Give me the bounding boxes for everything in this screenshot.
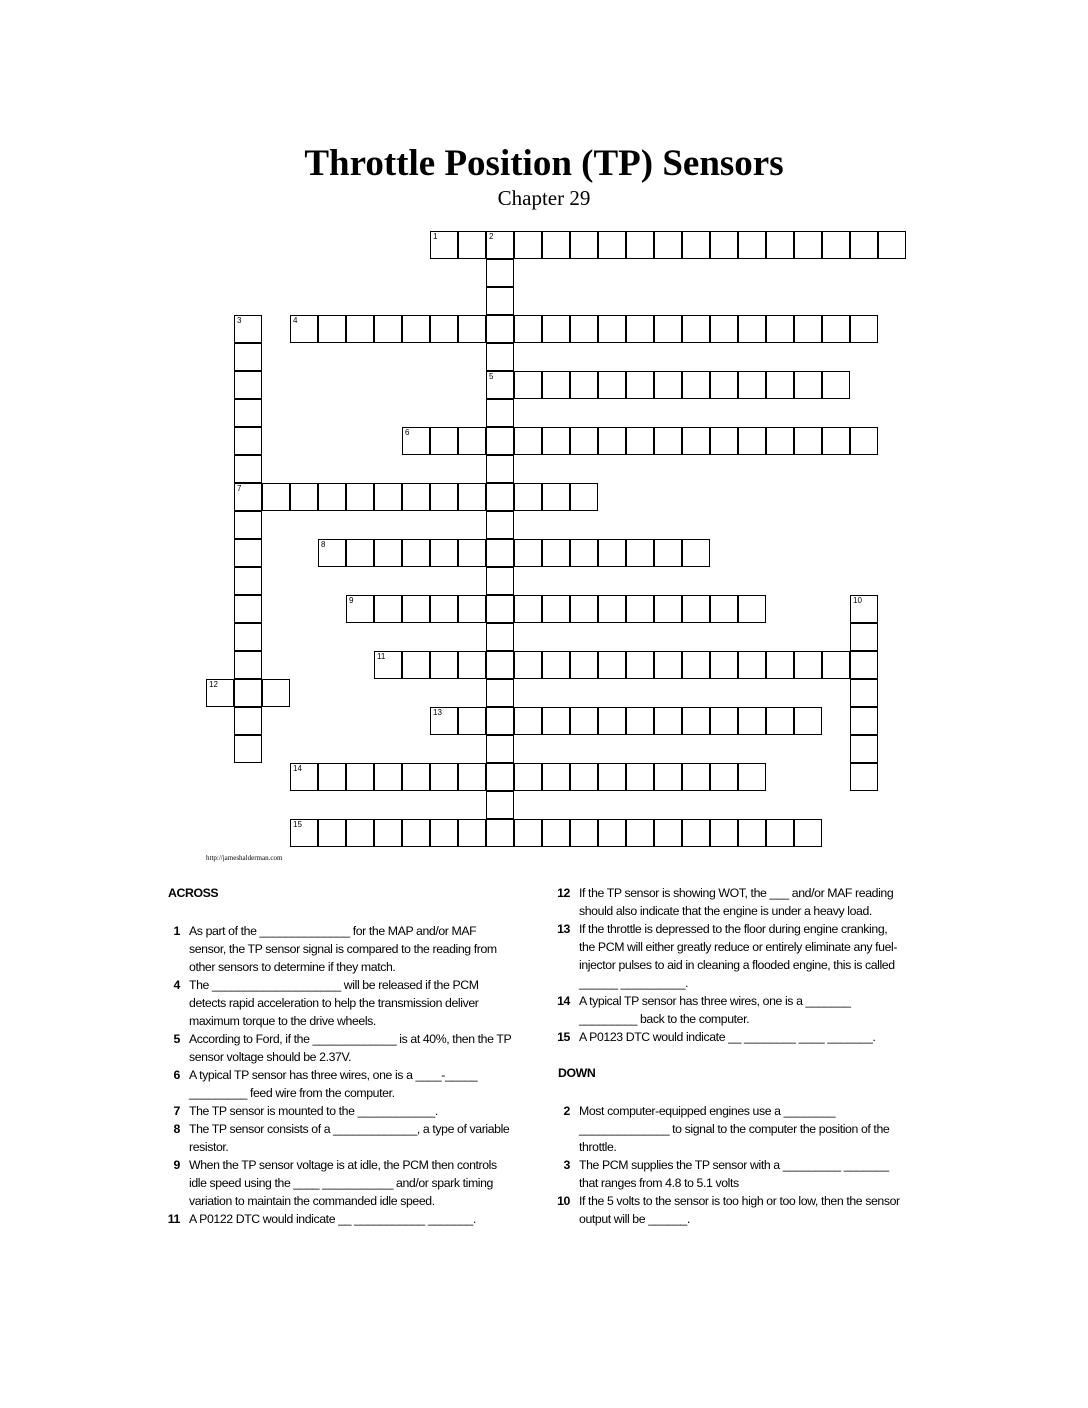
clue-text: When the TP sensor voltage is at idle, the PCM then controls idle speed using the ____ ___________ and/or spark timing variation to maintain the commanded idle speed.	[189, 1158, 497, 1208]
clue-text: According to Ford, if the _____________ is at 40%, then the TP sensor voltage should be 2.37V.	[189, 1032, 512, 1064]
grid-cell[interactable]	[598, 595, 626, 623]
grid-cell[interactable]	[402, 819, 430, 847]
grid-cell[interactable]	[486, 707, 514, 735]
grid-cell[interactable]	[850, 735, 878, 763]
grid-cell[interactable]	[794, 427, 822, 455]
grid-cell[interactable]	[402, 427, 430, 455]
grid-cell[interactable]	[850, 427, 878, 455]
grid-cell[interactable]	[262, 483, 290, 511]
grid-cell[interactable]	[598, 315, 626, 343]
grid-cell[interactable]	[458, 483, 486, 511]
grid-cell[interactable]	[710, 651, 738, 679]
clue-across-8	[160, 1120, 516, 1156]
grid-cell[interactable]	[766, 315, 794, 343]
grid-cell[interactable]	[234, 707, 262, 735]
grid-cell[interactable]	[514, 371, 542, 399]
grid-cell[interactable]	[514, 763, 542, 791]
grid-cell[interactable]	[234, 427, 262, 455]
clue-text: The PCM supplies the TP sensor with a _________ _______ that ranges from 4.8 to 5.1 volts	[579, 1158, 889, 1190]
grid-cell[interactable]	[430, 483, 458, 511]
grid-cell[interactable]	[710, 707, 738, 735]
clue-down-2	[550, 1102, 900, 1156]
grid-cell[interactable]	[654, 231, 682, 259]
grid-cell[interactable]	[766, 707, 794, 735]
clue-text: Most computer-equipped engines use a ________ ______________ to signal to the computer the position of the throttle.	[579, 1104, 890, 1154]
grid-cell[interactable]	[682, 539, 710, 567]
grid-cell[interactable]	[290, 483, 318, 511]
grid-cell[interactable]	[234, 399, 262, 427]
grid-cell[interactable]	[486, 539, 514, 567]
grid-cell[interactable]	[570, 427, 598, 455]
grid-cell[interactable]	[486, 231, 514, 259]
grid-cell[interactable]	[710, 371, 738, 399]
grid-cell[interactable]	[626, 763, 654, 791]
grid-cell[interactable]	[682, 819, 710, 847]
grid-cell[interactable]	[738, 651, 766, 679]
clue-number-label: 14	[557, 994, 570, 1008]
page-subtitle: Chapter 29	[497, 186, 591, 210]
clue-number-label: 15	[557, 1030, 570, 1044]
grid-cell[interactable]	[682, 595, 710, 623]
grid-cell[interactable]	[654, 315, 682, 343]
clue-number: 6	[405, 428, 410, 437]
grid-cell[interactable]	[542, 819, 570, 847]
grid-cell[interactable]	[486, 399, 514, 427]
grid-cell[interactable]	[402, 315, 430, 343]
grid-cell[interactable]	[430, 707, 458, 735]
grid-cell[interactable]	[542, 371, 570, 399]
grid-cell[interactable]	[234, 539, 262, 567]
grid-cell[interactable]	[570, 595, 598, 623]
grid-cell[interactable]	[570, 483, 598, 511]
grid-cell[interactable]	[262, 679, 290, 707]
clue-number-label: 1	[173, 924, 180, 938]
grid-cell[interactable]	[542, 763, 570, 791]
grid-cell[interactable]	[346, 315, 374, 343]
grid-cell[interactable]	[542, 483, 570, 511]
grid-cell[interactable]	[514, 651, 542, 679]
clue-across-5	[160, 1030, 516, 1066]
grid-cell[interactable]	[710, 595, 738, 623]
grid-cell[interactable]	[850, 315, 878, 343]
grid-cell[interactable]	[234, 679, 262, 707]
grid-cell[interactable]	[514, 427, 542, 455]
grid-cell[interactable]	[570, 651, 598, 679]
grid-cell[interactable]	[766, 427, 794, 455]
grid-cell[interactable]	[682, 231, 710, 259]
clue-number: 13	[433, 708, 442, 717]
grid-cell[interactable]	[738, 819, 766, 847]
clue-number: 12	[209, 680, 218, 689]
grid-cell[interactable]	[374, 483, 402, 511]
grid-cell[interactable]	[766, 231, 794, 259]
grid-cell[interactable]	[570, 315, 598, 343]
grid-cell[interactable]	[598, 427, 626, 455]
grid-cell[interactable]	[402, 539, 430, 567]
grid-cell[interactable]	[850, 651, 878, 679]
grid-cell[interactable]	[206, 679, 234, 707]
grid-cell[interactable]	[822, 231, 850, 259]
grid-cell[interactable]	[850, 623, 878, 651]
grid-cell[interactable]	[290, 315, 318, 343]
clue-number-label: 7	[173, 1104, 180, 1118]
clue-across-6	[160, 1066, 516, 1102]
grid-cell[interactable]	[794, 651, 822, 679]
grid-cell[interactable]	[486, 483, 514, 511]
grid-cell[interactable]	[346, 763, 374, 791]
grid-cell[interactable]	[514, 819, 542, 847]
grid-cell[interactable]	[458, 707, 486, 735]
clue-text: The TP sensor consists of a _____________, a type of variable resistor.	[189, 1122, 510, 1154]
grid-cell[interactable]	[794, 371, 822, 399]
grid-cell[interactable]	[430, 539, 458, 567]
across-clue-list	[160, 922, 516, 1228]
clues-right-column	[550, 884, 900, 1228]
grid-cell[interactable]	[486, 259, 514, 287]
grid-cell[interactable]	[346, 595, 374, 623]
grid-cell[interactable]	[542, 595, 570, 623]
grid-cell[interactable]	[318, 539, 346, 567]
clue-across-12	[550, 884, 900, 920]
grid-cell[interactable]	[710, 315, 738, 343]
grid-cell[interactable]	[570, 371, 598, 399]
grid-cell[interactable]	[318, 483, 346, 511]
grid-cell[interactable]	[402, 595, 430, 623]
grid-cell[interactable]	[570, 539, 598, 567]
grid-cell[interactable]	[654, 371, 682, 399]
grid-cell[interactable]	[458, 651, 486, 679]
grid-cell[interactable]	[486, 735, 514, 763]
clue-across-7	[160, 1102, 516, 1120]
grid-cell[interactable]	[794, 231, 822, 259]
clue-number-label: 8	[173, 1122, 180, 1136]
grid-cell[interactable]	[402, 483, 430, 511]
clue-number: 7	[237, 484, 242, 493]
grid-cell[interactable]	[542, 231, 570, 259]
grid-cell[interactable]	[318, 315, 346, 343]
grid-cell[interactable]	[486, 511, 514, 539]
grid-cell[interactable]	[626, 651, 654, 679]
grid-cell[interactable]	[430, 595, 458, 623]
grid-cell[interactable]	[570, 231, 598, 259]
clue-number-label: 5	[173, 1032, 180, 1046]
clue-across-9	[160, 1156, 516, 1210]
clue-number: 3	[237, 316, 242, 325]
clue-across-14	[550, 992, 900, 1028]
grid-cell[interactable]	[598, 371, 626, 399]
clues-left-column	[160, 884, 516, 1228]
grid-cell[interactable]	[710, 819, 738, 847]
grid-cell[interactable]	[626, 707, 654, 735]
grid-cell[interactable]	[234, 623, 262, 651]
grid-cell[interactable]	[486, 455, 514, 483]
grid-cell[interactable]	[374, 595, 402, 623]
grid-cell[interactable]	[626, 315, 654, 343]
grid-cell[interactable]	[318, 819, 346, 847]
grid-cell[interactable]	[486, 567, 514, 595]
grid-cell[interactable]	[654, 427, 682, 455]
grid-cell[interactable]	[654, 651, 682, 679]
grid-cell[interactable]	[878, 231, 906, 259]
clue-text: As part of the ______________ for the MAP and/or MAF sensor, the TP sensor signal is compared to the reading from other sensors to determine if they match.	[189, 924, 497, 974]
grid-cell[interactable]	[542, 707, 570, 735]
clue-text: A P0122 DTC would indicate __ ___________ _______.	[189, 1212, 476, 1226]
grid-cell[interactable]	[430, 231, 458, 259]
clue-number-label: 2	[563, 1104, 570, 1118]
grid-cell[interactable]	[626, 595, 654, 623]
clue-across-4	[160, 976, 516, 1030]
grid-cell[interactable]	[626, 539, 654, 567]
grid-cell[interactable]	[514, 231, 542, 259]
grid-cell[interactable]	[234, 371, 262, 399]
across-heading: ACROSS	[168, 886, 219, 900]
across-clue-list-continued	[550, 884, 900, 1046]
grid-cell[interactable]	[766, 371, 794, 399]
clue-number: 8	[321, 540, 326, 549]
grid-cell[interactable]	[822, 371, 850, 399]
grid-cell[interactable]	[654, 539, 682, 567]
clue-text: A typical TP sensor has three wires, one is a _______ _________ back to the computer.	[579, 994, 851, 1026]
grid-cell[interactable]	[738, 595, 766, 623]
grid-cell[interactable]	[570, 819, 598, 847]
clue-number-label: 3	[563, 1158, 570, 1172]
clue-number: 9	[349, 596, 354, 605]
grid-cell[interactable]	[738, 427, 766, 455]
grid-cell[interactable]	[542, 651, 570, 679]
grid-cell[interactable]	[850, 707, 878, 735]
clue-text: A typical TP sensor has three wires, one is a ____-_____ _________ feed wire from the computer.	[189, 1068, 478, 1100]
grid-cell[interactable]	[234, 511, 262, 539]
grid-cell[interactable]	[458, 539, 486, 567]
grid-cell[interactable]	[654, 763, 682, 791]
grid-cell[interactable]	[374, 315, 402, 343]
grid-cell[interactable]	[598, 707, 626, 735]
grid-cell[interactable]	[822, 427, 850, 455]
grid-cell[interactable]	[458, 763, 486, 791]
grid-cell[interactable]	[290, 763, 318, 791]
grid-cell[interactable]	[234, 567, 262, 595]
grid-cell[interactable]	[458, 315, 486, 343]
clue-number: 5	[489, 372, 494, 381]
grid-cell[interactable]	[710, 427, 738, 455]
grid-cell[interactable]	[234, 315, 262, 343]
grid-cell[interactable]	[542, 539, 570, 567]
clue-text: If the throttle is depressed to the floor during engine cranking, the PCM will either greatly reduce or entirely eliminate any fuel-injector pulses to aid in cleaning a flooded engine, this is called ______ __________.	[579, 922, 898, 990]
grid-cell[interactable]	[598, 231, 626, 259]
grid-cell[interactable]	[598, 539, 626, 567]
clue-down-10	[550, 1192, 900, 1228]
grid-cell[interactable]	[458, 819, 486, 847]
clue-text: A P0123 DTC would indicate __ ________ ____ _______.	[579, 1030, 876, 1044]
grid-cell[interactable]	[486, 679, 514, 707]
grid-cell[interactable]	[822, 651, 850, 679]
grid-cell[interactable]	[486, 371, 514, 399]
grid-cell[interactable]	[234, 455, 262, 483]
grid-cell[interactable]	[654, 819, 682, 847]
clue-number-label: 12	[557, 886, 570, 900]
page-title: Throttle Position (TP) Sensors	[304, 143, 784, 184]
grid-cell[interactable]	[514, 707, 542, 735]
grid-cell[interactable]	[374, 539, 402, 567]
grid-cell[interactable]	[514, 315, 542, 343]
clue-number: 1	[433, 232, 438, 241]
grid-cell[interactable]	[738, 763, 766, 791]
grid-cell[interactable]	[458, 231, 486, 259]
clue-across-1	[160, 922, 516, 976]
grid-cell[interactable]	[430, 763, 458, 791]
grid-cell[interactable]	[486, 315, 514, 343]
clue-across-13	[550, 920, 900, 992]
grid-cell[interactable]	[430, 315, 458, 343]
grid-cell[interactable]	[514, 595, 542, 623]
grid-cell[interactable]	[486, 651, 514, 679]
grid-cell[interactable]	[682, 315, 710, 343]
clue-text: If the 5 volts to the sensor is too high or too low, then the sensor output will be ______.	[579, 1194, 900, 1226]
grid-cell[interactable]	[486, 595, 514, 623]
grid-cell[interactable]	[374, 763, 402, 791]
clue-number-label: 11	[167, 1212, 180, 1226]
grid-cell[interactable]	[234, 735, 262, 763]
grid-cell[interactable]	[542, 315, 570, 343]
grid-cell[interactable]	[738, 371, 766, 399]
grid-cell[interactable]	[402, 651, 430, 679]
grid-cell[interactable]	[234, 651, 262, 679]
grid-cell[interactable]	[850, 679, 878, 707]
grid-cell[interactable]	[822, 315, 850, 343]
grid-cell[interactable]	[682, 763, 710, 791]
clue-across-11	[160, 1210, 516, 1228]
grid-cell[interactable]	[738, 315, 766, 343]
clue-number-label: 9	[173, 1158, 180, 1172]
grid-cell[interactable]	[598, 763, 626, 791]
grid-cell[interactable]	[738, 707, 766, 735]
grid-cell[interactable]	[318, 763, 346, 791]
clue-text: The ____________________ will be released if the PCM detects rapid acceleration to help the transmission deliver maximum torque to the drive wheels.	[189, 978, 479, 1028]
grid-cell[interactable]	[626, 427, 654, 455]
grid-cell[interactable]	[570, 707, 598, 735]
clue-number: 11	[377, 652, 386, 661]
grid-cell[interactable]	[486, 623, 514, 651]
clue-number: 15	[293, 820, 302, 829]
grid-cell[interactable]	[234, 343, 262, 371]
grid-cell[interactable]	[430, 651, 458, 679]
grid-cell[interactable]	[514, 483, 542, 511]
grid-cell[interactable]	[794, 707, 822, 735]
grid-cell[interactable]	[682, 427, 710, 455]
source-url: http://jameshalderman.com	[206, 854, 283, 862]
grid-cell[interactable]	[598, 819, 626, 847]
clue-number-label: 6	[173, 1068, 180, 1082]
clue-number: 2	[489, 232, 494, 241]
clue-down-3	[550, 1156, 900, 1192]
clue-number-label: 13	[557, 922, 570, 936]
down-heading: DOWN	[558, 1066, 596, 1080]
grid-cell[interactable]	[766, 651, 794, 679]
grid-cell[interactable]	[738, 231, 766, 259]
grid-cell[interactable]	[458, 595, 486, 623]
grid-cell[interactable]	[654, 595, 682, 623]
grid-cell[interactable]	[514, 539, 542, 567]
grid-cell[interactable]	[654, 707, 682, 735]
grid-cell[interactable]	[374, 651, 402, 679]
grid-cell[interactable]	[794, 819, 822, 847]
grid-cell[interactable]	[290, 819, 318, 847]
grid-cell[interactable]	[794, 315, 822, 343]
grid-cell[interactable]	[402, 763, 430, 791]
clue-across-15	[550, 1028, 900, 1046]
grid-cell[interactable]	[346, 483, 374, 511]
grid-cell[interactable]	[682, 371, 710, 399]
grid-cell[interactable]	[430, 819, 458, 847]
grid-cell[interactable]	[626, 371, 654, 399]
grid-cell[interactable]	[850, 231, 878, 259]
grid-cell[interactable]	[458, 427, 486, 455]
grid-cell[interactable]	[850, 763, 878, 791]
grid-cell[interactable]	[626, 819, 654, 847]
clue-number: 10	[853, 596, 862, 605]
grid-cell[interactable]	[374, 819, 402, 847]
clue-number: 4	[293, 316, 298, 325]
grid-cell[interactable]	[710, 763, 738, 791]
grid-cell[interactable]	[626, 231, 654, 259]
clue-number-label: 10	[557, 1194, 570, 1208]
grid-cell[interactable]	[234, 595, 262, 623]
grid-cell[interactable]	[710, 231, 738, 259]
grid-cell[interactable]	[486, 343, 514, 371]
grid-cell[interactable]	[486, 427, 514, 455]
grid-cell[interactable]	[486, 763, 514, 791]
grid-cell[interactable]	[486, 819, 514, 847]
grid-cell[interactable]	[346, 539, 374, 567]
grid-cell[interactable]	[234, 483, 262, 511]
clue-number-label: 4	[173, 978, 180, 992]
grid-cell[interactable]	[598, 651, 626, 679]
grid-cell[interactable]	[486, 791, 514, 819]
grid-cell[interactable]	[430, 427, 458, 455]
clue-number: 14	[293, 764, 302, 773]
grid-cell[interactable]	[682, 651, 710, 679]
clue-text: The TP sensor is mounted to the ____________.	[189, 1104, 438, 1118]
clue-text: If the TP sensor is showing WOT, the ___ and/or MAF reading should also indicate that the engine is under a heavy load.	[579, 886, 894, 918]
grid-cell[interactable]	[486, 287, 514, 315]
grid-cell[interactable]	[682, 707, 710, 735]
grid-cell[interactable]	[542, 427, 570, 455]
grid-cell[interactable]	[766, 819, 794, 847]
grid-cell[interactable]	[850, 595, 878, 623]
down-clue-list	[550, 1102, 900, 1228]
grid-cell[interactable]	[346, 819, 374, 847]
grid-cell[interactable]	[570, 763, 598, 791]
